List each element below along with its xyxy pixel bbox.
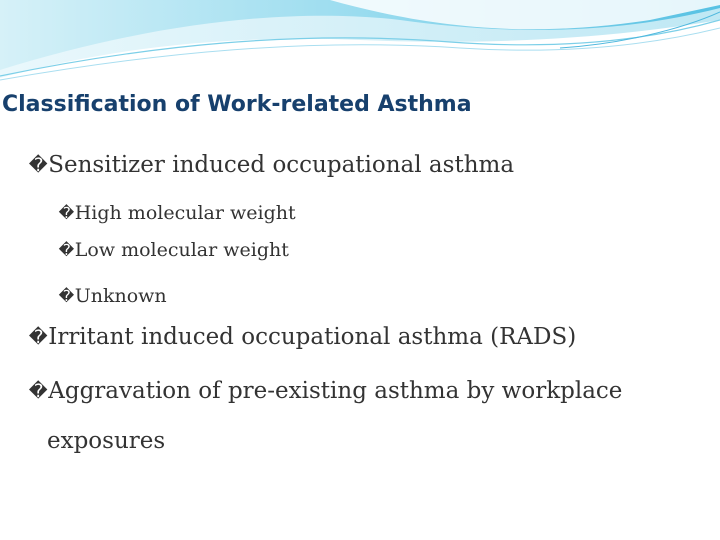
bullet-marker-icon: � <box>58 287 75 306</box>
bullet-item-sensitizer <box>28 150 514 181</box>
bullet-text: Low molecular weight <box>74 239 289 261</box>
bullet-text: Irritant induced occupational asthma (RADS) <box>48 324 577 350</box>
bullet-marker-icon: � <box>28 327 48 349</box>
bullet-item-irritant <box>28 322 576 353</box>
bullet-marker-icon: � <box>28 155 48 177</box>
bullet-marker-icon: � <box>28 381 48 403</box>
bullet-item-aggravation-continuation: exposures <box>47 428 166 454</box>
bullet-item-aggravation <box>28 376 622 407</box>
bullet-item-low-molecular-weight <box>58 237 289 263</box>
bullet-item-high-molecular-weight <box>58 200 296 226</box>
bullet-text: Aggravation of pre-existing asthma by workplace <box>48 378 623 404</box>
bullet-text: High molecular weight <box>74 202 296 224</box>
slide-title: Classification of Work-related Asthma <box>2 92 472 117</box>
bullet-item-unknown <box>58 283 167 309</box>
bullet-text: Sensitizer induced occupational asthma <box>48 152 515 178</box>
bullet-text: Unknown <box>74 285 167 307</box>
bullet-marker-icon: � <box>58 204 75 223</box>
bullet-marker-icon: � <box>58 241 75 260</box>
header-wave-decoration <box>0 0 720 90</box>
